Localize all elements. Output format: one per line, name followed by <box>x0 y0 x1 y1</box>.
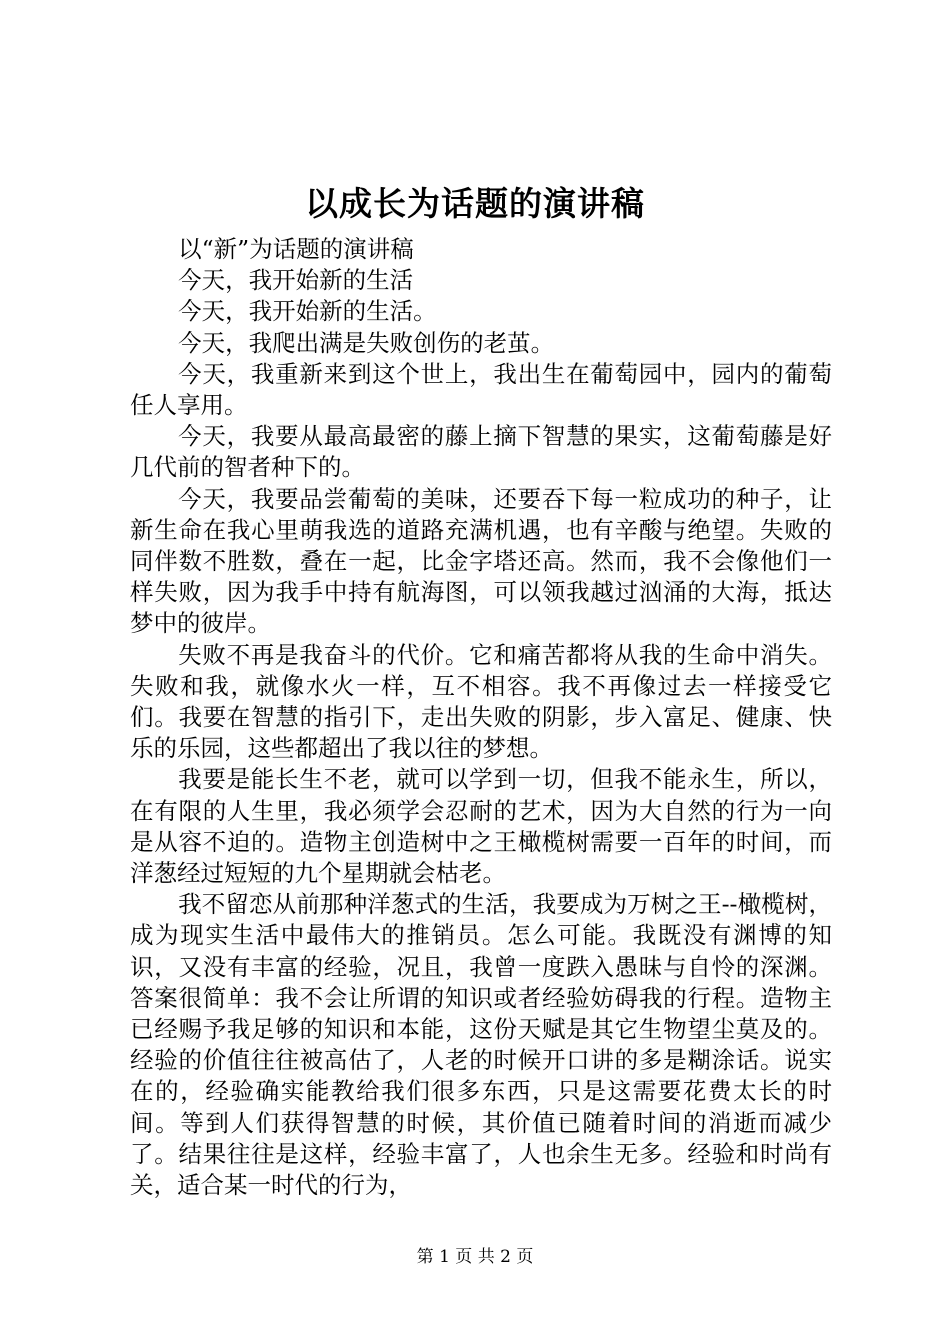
paragraph: 今天，我开始新的生活。 <box>178 297 437 326</box>
paragraph: 以“新”为话题的演讲稿 <box>178 235 414 263</box>
paragraph: 今天，我爬出满是失败创伤的老茧。 <box>178 328 555 357</box>
paragraph: 失败不再是我奋斗的代价。它和痛苦都将从我的生命中消失。失败和我，就像水火一样，互不相容。我不再像过去一样接受它们。我要在智慧的指引下，走出失败的阴影，步入富足、健康、快乐的乐园，这些都超出了我以往的梦想。 <box>130 640 832 763</box>
page-title: 以成长为话题的演讲稿 <box>305 184 645 223</box>
paragraph: 我要是能长生不老，就可以学到一切，但我不能永生，所以，在有限的人生里，我必须学会忍耐的艺术，因为大自然的行为一向是从容不迫的。造物主创造树中之王橄榄树需要一百年的时间，而洋葱经过短短的九个星期就会枯老。 <box>130 765 832 888</box>
paragraph: 我不留恋从前那种洋葱式的生活，我要成为万树之王--橄榄树，成为现实生活中最伟大的推销员。怎么可能。我既没有渊博的知识，又没有丰富的经验，况且，我曾一度跌入愚昧与自怜的深渊。答案很简单：我不会让所谓的知识或者经验妨碍我的行程。造物主已经赐予我足够的知识和本能，这份天赋是其它生物望尘莫及的。经验的价值往往被高估了，人老的时候开口讲的多是糊涂话。说实在的，经验确实能教给我们很多东西，只是这需要花费太长的时间。等到人们获得智慧的时候，其价值已随着时间的消逝而减少了。结果往往是这样，经验丰富了，人也余生无多。经验和时尚有关，适合某一时代的行为， <box>130 890 832 1200</box>
paragraph: 今天，我要品尝葡萄的美味，还要吞下每一粒成功的种子，让新生命在我心里萌我选的道路充满机遇，也有辛酸与绝望。失败的同伴数不胜数，叠在一起，比金字塔还高。然而，我不会像他们一样失败，因为我手中持有航海图，可以领我越过汹涌的大海，抵达梦中的彼岸。 <box>130 484 832 638</box>
paragraph: 今天，我要从最高最密的藤上摘下智慧的果实，这葡萄藤是好几代前的智者种下的。 <box>130 422 832 482</box>
document-body <box>130 234 832 1201</box>
page-footer: 第 1 页 共 2 页 <box>416 1247 534 1267</box>
paragraph: 今天，我开始新的生活 <box>178 266 414 295</box>
paragraph: 今天，我重新来到这个世上，我出生在葡萄园中，园内的葡萄任人享用。 <box>130 359 832 420</box>
